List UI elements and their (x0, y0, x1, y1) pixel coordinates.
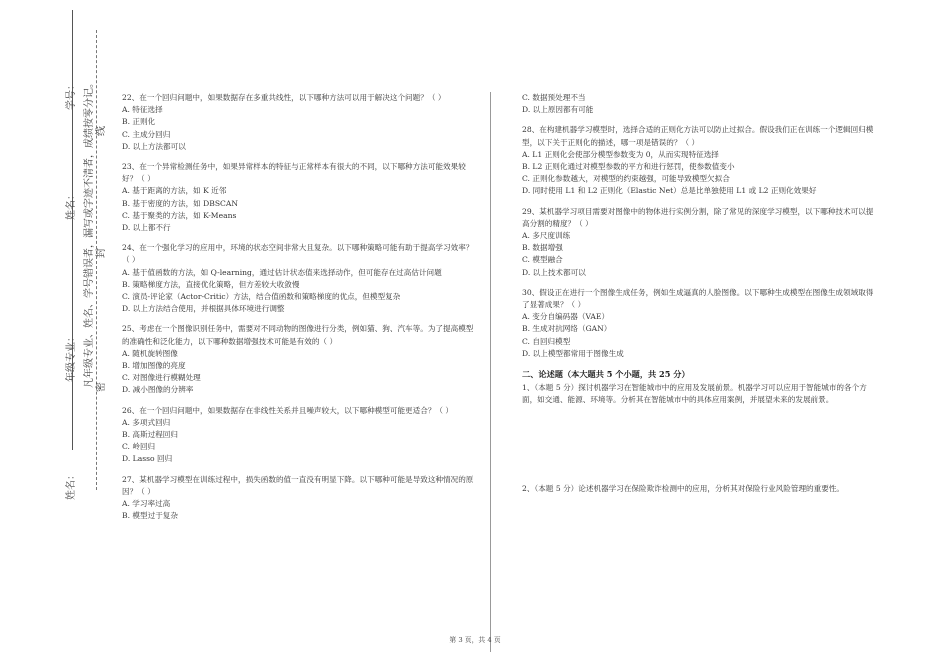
option: B. 正则化 (122, 117, 156, 127)
option: C. 数据预处理不当 (522, 93, 586, 102)
seal-mark-feng: 封 (96, 248, 107, 258)
essay-section-title: 二、论述题（本大题共 5 个小题，共 25 分） (522, 369, 690, 380)
option: A. 多尺度训练 (522, 231, 571, 241)
option: B. L2 正则化通过对模型参数的平方和进行惩罚，使参数值变小 (522, 162, 735, 172)
column-divider (490, 92, 491, 652)
school-label: 姓名： (66, 470, 77, 500)
question-stem: 22、在一个回归问题中，如果数据存在多重共线性，以下哪种方法可以用于解决这个问题？（ ） (122, 93, 446, 102)
page-footer: 第 3 页，共 4 页 (449, 636, 501, 644)
option: D. 以上技术都可以 (522, 267, 586, 277)
question-27-continued (522, 92, 877, 116)
question-23 (122, 161, 477, 234)
option: D. Lasso 回归 (122, 454, 173, 464)
option: A. L1 正则化会使部分模型参数变为 0，从而实现特征选择 (522, 149, 719, 159)
question-stem: 27、某机器学习模型在训练过程中，损失函数的值一直没有明显下降。以下哪种可能是导致这种情况的原因？（ ） (122, 474, 474, 496)
question-22 (122, 92, 477, 153)
option: B. 高斯过程回归 (122, 430, 178, 440)
question-stem: 29、某机器学习项目需要对图像中的物体进行实例分割，除了常见的深度学习模型，以下哪种技术可以提高分割的精度？（ ） (522, 206, 874, 228)
option: B. 数据增强 (522, 243, 563, 253)
question-stem: 25、考虑在一个图像识别任务中，需要对不同动物的图像进行分类，例如猫、狗、汽车等。为了提高模型的准确性和泛化能力，以下哪种数据增强技术可能是有效的（ ） (122, 324, 474, 346)
question-25 (122, 323, 477, 396)
essay-question-2: 2、（本题 5 分）论述机器学习在保险欺诈检测中的应用，分析其对保险行业风险管理的重要性。 (522, 483, 845, 493)
option: C. 演员-评论家（Actor-Critic）方法，结合值函数和策略梯度的优点，但模型复杂 (122, 292, 401, 302)
student-id-label: 学号： (66, 80, 77, 110)
option: D. 以上方法都可以 (122, 141, 186, 151)
option: A. 多项式回归 (122, 417, 171, 427)
option: C. 基于聚类的方法，如 K-Means (122, 210, 237, 220)
option: B. 模型过于复杂 (122, 511, 178, 521)
option: A. 特征选择 (122, 105, 163, 115)
option: A. 随机旋转图像 (122, 348, 178, 358)
seal-mark-xian: 线 (96, 126, 107, 136)
class-label: 年级专业： (66, 332, 77, 382)
option: A. 基于距离的方法，如 K 近邻 (122, 186, 227, 196)
option: B. 策略梯度方法，直接优化策略，但方差较大收敛慢 (122, 279, 300, 289)
question-stem: 23、在一个异常检测任务中，如果异常样本的特征与正常样本有很大的不同，以下哪种方法可能效果较好？（ ） (122, 162, 466, 184)
question-stem: 24、在一个强化学习的应用中，环境的状态空间非常大且复杂。以下哪种策略可能有助于提高学习效率？（ ） (122, 243, 474, 265)
option: C. 主成分回归 (122, 129, 171, 139)
option: B. 生成对抗网络（GAN） (522, 324, 612, 334)
left-column (122, 92, 477, 531)
right-column (522, 92, 877, 503)
option: C. 岭回归 (122, 442, 156, 452)
option: D. 以上模型都常用于图像生成 (522, 348, 624, 358)
question-stem: 28、在构建机器学习模型时，选择合适的正则化方法可以防止过拟合。假设我们正在训练一个逻辑回归模型，以下关于正则化的描述，哪一项是错误的？（ ） (522, 125, 874, 147)
option: D. 同时使用 L1 和 L2 正则化（Elastic Net）总是比单独使用 L1 或 L2 正则化效果好 (522, 186, 817, 196)
binding-dashed-line (96, 30, 97, 490)
option: C. 对图像进行模糊处理 (122, 373, 201, 383)
option: D. 以上都不行 (122, 223, 171, 233)
option: B. 增加图像的亮度 (122, 361, 186, 371)
option: B. 基于密度的方法，如 DBSCAN (122, 198, 238, 208)
option: D. 减小图像的分辨率 (122, 385, 194, 395)
question-30 (522, 287, 877, 360)
option: D. 以上原因都有可能 (522, 105, 594, 115)
question-28 (522, 124, 877, 197)
binding-notice: 凡年级专业、姓名、学号错误者，漏写或字迹不清者，成绩按零分记。 (84, 78, 95, 388)
option: C. 模型融合 (522, 255, 563, 265)
question-stem: 26、在一个回归问题中，如果数据存在非线性关系并且噪声较大，以下哪种模型可能更适合？（ ） (122, 405, 454, 415)
name-label: 姓名： (66, 190, 77, 220)
binding-line-outer (72, 10, 73, 450)
question-stem: 30、假设正在进行一个图像生成任务，例如生成逼真的人脸图像。以下哪种生成模型在图像生成领域取得了显著成果？（ ） (522, 287, 874, 310)
answer-space (522, 415, 877, 483)
option: C. 正则化参数越大，对模型的约束越强，可能导致模型欠拟合 (522, 174, 730, 184)
binding-margin (0, 0, 115, 672)
essay-question-1: 1、（本题 5 分）探讨机器学习在智能城市中的应用及发展前景。机器学习可以应用于智能城市的各个方面，如交通、能源、环境等。分析其在智能城市中的具体应用案例，并展望未来的发展前景。 (522, 383, 867, 405)
option: D. 以上方法结合使用，并根据具体环境进行调整 (122, 304, 285, 314)
question-26 (122, 405, 477, 466)
question-29 (522, 206, 877, 279)
option: A. 变分自编码器（VAE） (522, 312, 610, 322)
question-27 (122, 474, 477, 523)
option: A. 基于值函数的方法，如 Q-learning，通过估计状态值来选择动作，但可能存在过高估计问题 (122, 267, 442, 277)
option: A. 学习率过高 (122, 499, 171, 509)
question-24 (122, 242, 477, 315)
option: C. 自回归模型 (522, 336, 571, 346)
seal-mark-mi: 密 (96, 382, 107, 392)
